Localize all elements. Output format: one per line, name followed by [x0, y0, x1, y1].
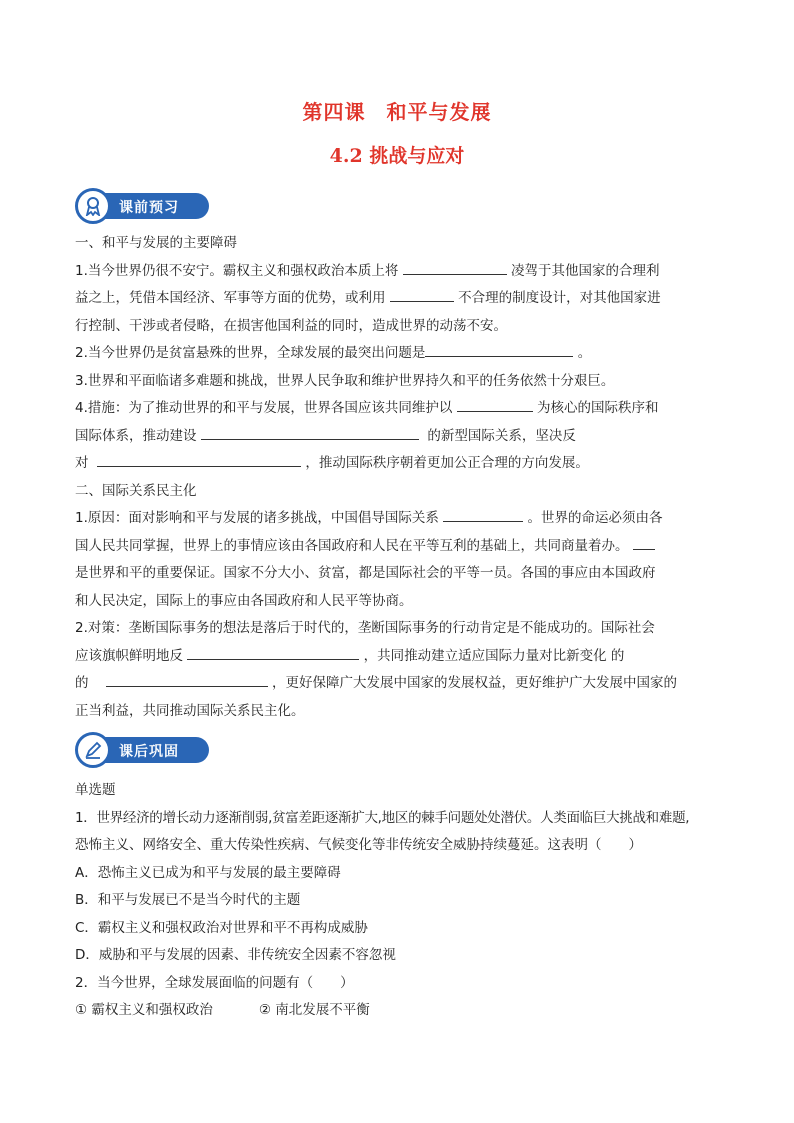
- ribbon-award-icon: [75, 188, 111, 224]
- page-title: 第四课 和平与发展: [302, 100, 492, 124]
- option-d[interactable]: D．威胁和平与发展的因素、非传统安全因素不容忽视: [75, 947, 396, 963]
- paragraph: 应该旗帜鲜明地反 ，共同推动建立适应国际力量对比新变化 的: [75, 643, 721, 671]
- heading: 一、和平与发展的主要障碍: [75, 235, 237, 251]
- fill-blank[interactable]: [97, 452, 301, 467]
- practice-section: [75, 777, 721, 1025]
- question-options: [75, 997, 721, 1025]
- option-b[interactable]: B．和平与发展已不是当今时代的主题: [75, 892, 301, 908]
- page-subtitle: 4.2 挑战与应对: [329, 145, 465, 167]
- paragraph: 行控制、干涉或者侵略，在损害他国利益的同时，造成世界的动荡不安。: [75, 317, 507, 334]
- fill-blank[interactable]: [201, 425, 419, 440]
- paragraph: 和人民决定，国际上的事应由各国政府和人民平等协商。: [75, 592, 413, 609]
- fill-blank[interactable]: [403, 260, 507, 275]
- paragraph: 益之上，凭借本国经济、军事等方面的优势，或利用 不合理的制度设计，对其他国家进: [75, 285, 721, 313]
- option-2[interactable]: ② 南北发展不平衡: [258, 1002, 370, 1018]
- fill-blank[interactable]: [443, 507, 523, 522]
- fill-blank[interactable]: [106, 672, 268, 687]
- fill-blank[interactable]: [425, 342, 573, 357]
- heading: 二、国际关系民主化: [75, 482, 197, 499]
- banner-label: 课后巩固: [119, 744, 179, 760]
- pen-write-icon: [75, 732, 111, 768]
- paragraph: 国际体系，推动建设 的新型国际关系，坚决反: [75, 423, 721, 451]
- paragraph: 1.原因：面对影响和平与发展的诸多挑战，中国倡导国际关系 。世界的命运必须由各: [75, 505, 721, 533]
- question-text: 恐怖主义、网络安全、重大传染性疾病、气候变化等非传统安全威胁持续蔓延。这表明（ ）: [75, 837, 642, 853]
- paragraph: 2.当今世界仍是贫富悬殊的世界，全球发展的最突出问题是 。: [75, 340, 721, 368]
- preview-section: [75, 230, 721, 725]
- paragraph: 对 ，推动国际秩序朝着更加公正合理的方向发展。: [75, 450, 721, 478]
- banner-label: 课前预习: [119, 200, 179, 216]
- paragraph: 1.当今世界仍很不安宁。霸权主义和强权政治本质上将 凌驾于其他国家的合理利: [75, 258, 721, 286]
- paragraph: 国人民共同掌握，世界上的事情应该由各国政府和人民在平等互利的基础上，共同商量着办。: [75, 533, 721, 561]
- option-c[interactable]: C．霸权主义和强权政治对世界和平不再构成威胁: [75, 919, 368, 936]
- paragraph: 2.对策：垄断国际事务的想法是落后于时代的，垄断国际事务的行动肯定是不能成功的。国际社会: [75, 620, 655, 636]
- option-1[interactable]: ① 霸权主义和强权政治: [75, 1002, 213, 1018]
- question-text: 2．当今世界，全球发展面临的问题有（ ）: [75, 974, 354, 991]
- paragraph: 4.措施：为了推动世界的和平与发展，世界各国应该共同维护以 为核心的国际秩序和: [75, 395, 721, 423]
- question-text: 1．世界经济的增长动力逐渐削弱,贫富差距逐渐扩大,地区的棘手问题处处潜伏。人类面临巨大挑战和难题,: [75, 809, 690, 826]
- question-type: 单选题: [75, 782, 116, 798]
- banner-preview: [75, 188, 209, 224]
- fill-blank[interactable]: [390, 287, 454, 302]
- paragraph: 正当利益，共同推动国际关系民主化。: [75, 702, 305, 719]
- banner-practice: [75, 732, 209, 768]
- fill-blank[interactable]: [457, 397, 533, 412]
- paragraph: 3.世界和平面临诸多难题和挑战，世界人民争取和维护世界持久和平的任务依然十分艰巨。: [75, 372, 615, 389]
- fill-blank[interactable]: [633, 535, 655, 550]
- paragraph: 是世界和平的重要保证。国家不分大小、贫富，都是国际社会的平等一员。各国的事应由本国政府: [75, 565, 656, 581]
- paragraph: 的 ，更好保障广大发展中国家的发展权益，更好维护广大发展中国家的: [75, 670, 721, 698]
- option-a[interactable]: A．恐怖主义已成为和平与发展的最主要障碍: [75, 864, 341, 881]
- fill-blank[interactable]: [187, 645, 359, 660]
